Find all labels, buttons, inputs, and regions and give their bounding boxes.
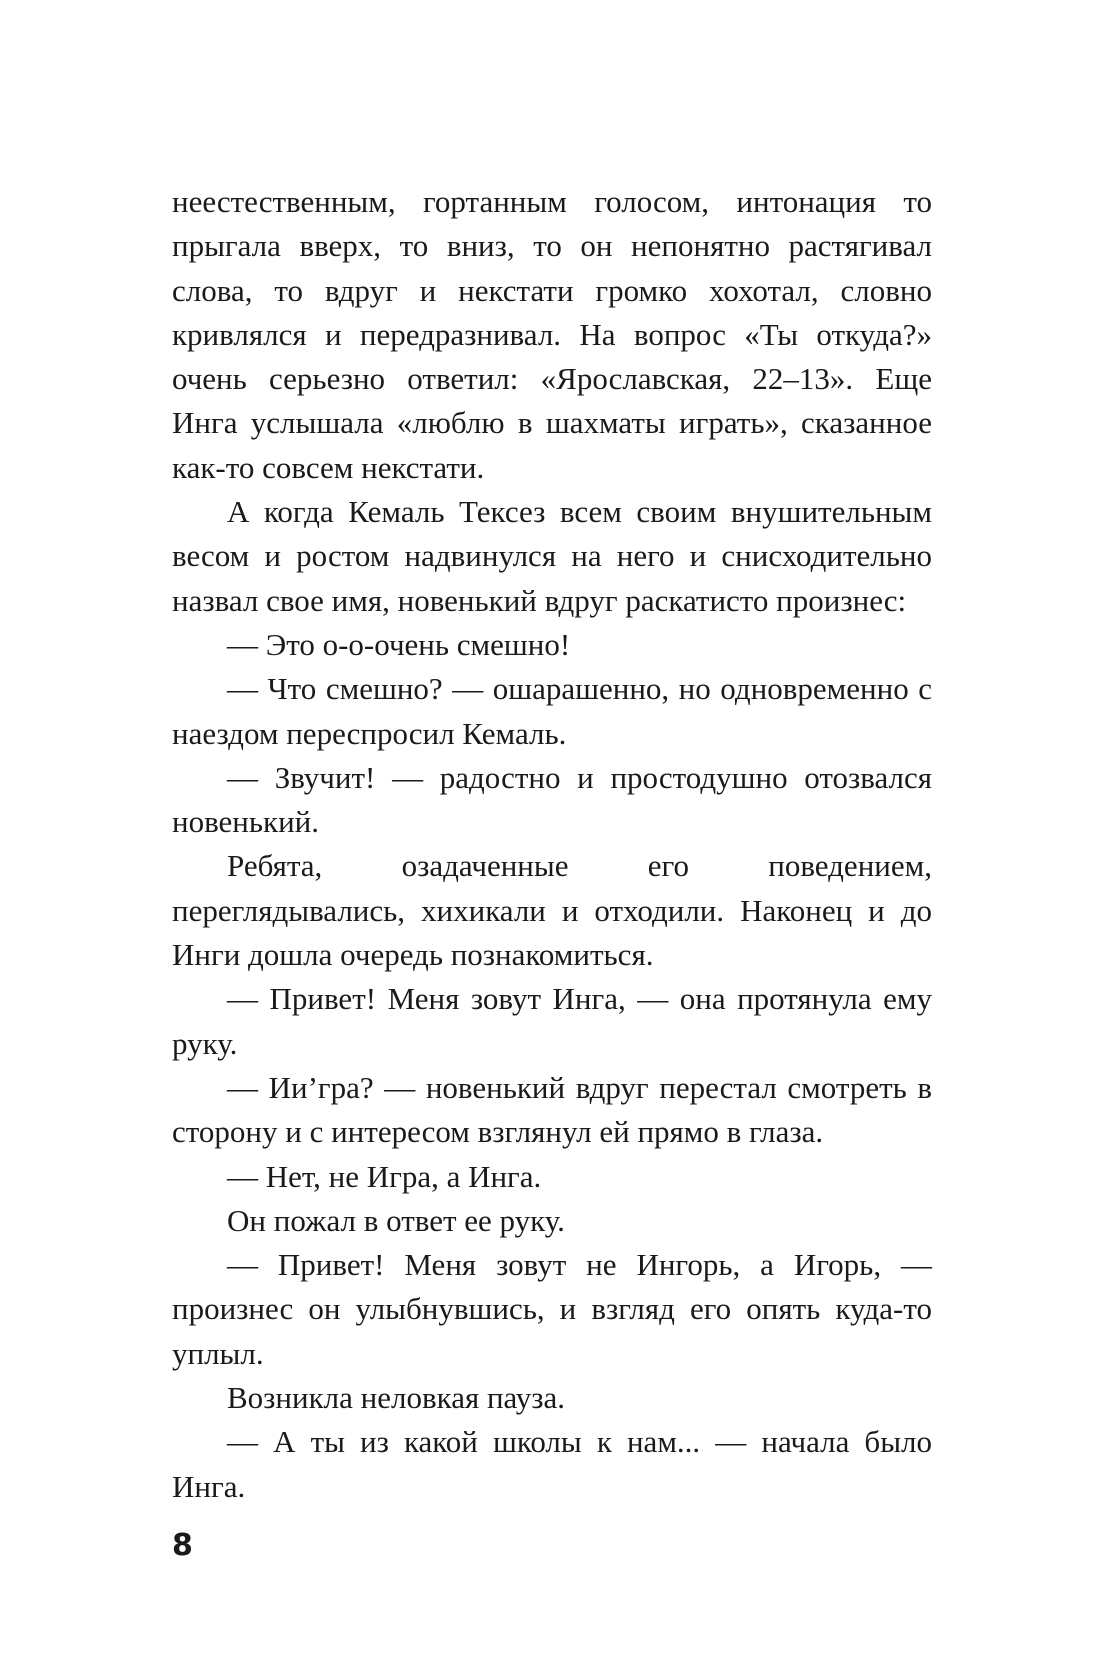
dialogue-line: — Привет! Меня зовут Инга, — она протянула ему руку. <box>172 981 932 1061</box>
page-number: 8 <box>172 1528 193 1563</box>
body-text <box>172 180 932 1509</box>
paragraph: Возникла неловкая пауза. <box>227 1380 565 1416</box>
dialogue-line: — Привет! Меня зовут не Ингорь, а Игорь, — произнес он улыбнувшись, и взгляд его опять куда-то уплыл. <box>172 1247 932 1371</box>
paragraph: Он пожал в ответ ее руку. <box>227 1202 565 1238</box>
dialogue-line: — Что смешно? — ошарашенно, но одновременно с наездом переспросил Кемаль. <box>172 671 932 751</box>
paragraph: неестественным, гортанным голосом, интонация то прыгала вверх, то вниз, то он непонятно растягивал слова, то вдруг и некстати громко хохотал, словно кривлялся и передразнивал. На вопрос «Ты откуда?» очень серьезно ответил: «Ярославская, 22–13». Еще Инга услышала «люблю в шахматы играть», сказанное как-то совсем некстати. <box>172 184 932 485</box>
paragraph: Ребята, озадаченные его поведением, переглядывались, хихикали и отходили. Наконец и до Инги дошла очередь познакомиться. <box>172 848 932 973</box>
dialogue-line: — Звучит! — радостно и простодушно отозвался новенький. <box>172 759 932 840</box>
dialogue-line: — А ты из какой школы к нам... — начала было Инга. <box>172 1424 932 1504</box>
dialogue-line: — Это о-о-очень смешно! <box>227 626 571 662</box>
paragraph: А когда Кемаль Тексез всем своим внушительным весом и ростом надвинулся на него и снисходительно назвал свое имя, новенький вдруг раскатисто произнес: <box>172 494 932 618</box>
dialogue-line: — Нет, не Игра, а Инга. <box>227 1158 542 1194</box>
dialogue-line: — Ии’гра? — новенький вдруг перестал смотреть в сторону и с интересом взглянул ей прямо в глаза. <box>172 1069 932 1150</box>
